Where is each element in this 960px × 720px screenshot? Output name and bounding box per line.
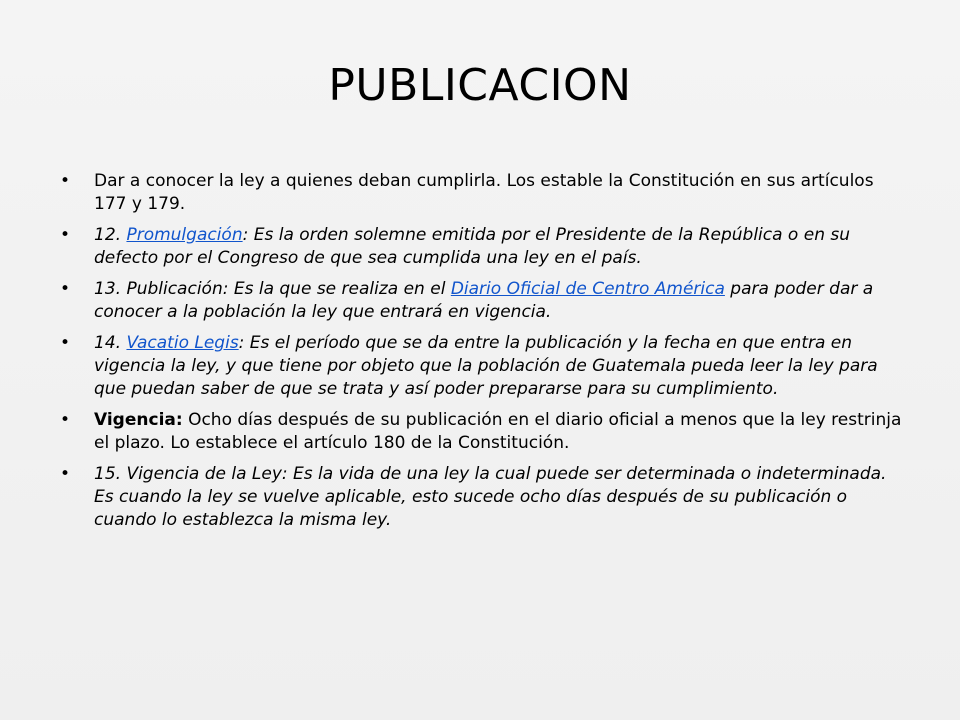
bullet-item-1 (58, 170, 908, 216)
diario-oficial-link[interactable]: Diario Oficial de Centro América (450, 279, 725, 299)
bullet-item-6 (58, 463, 908, 532)
bullet-bold-label: Vigencia: (94, 410, 183, 430)
bullet-text: Ocho días después de su publicación en el diario oficial a menos que la ley restrinja el plazo. Lo establece el artículo 180 de la Constitución. (94, 410, 902, 453)
vacatio-legis-link[interactable]: Vacatio Legis (126, 333, 239, 353)
bullet-dot-icon: • (60, 279, 71, 299)
slide-title: PUBLICACION (328, 60, 632, 111)
bullet-prefix: 12. (94, 225, 127, 245)
bullet-dot-icon: • (60, 333, 71, 353)
bullet-list (58, 170, 908, 540)
bullet-suffix: para poder dar a conocer a la población la ley que entrará en vigencia. (94, 279, 874, 322)
bullet-text: Dar a conocer la ley a quienes deban cumplirla. Los estable la Constitución en sus artículos 177 y 179. (94, 171, 874, 214)
bullet-prefix: 14. (94, 333, 127, 353)
bullet-text: 15. Vigencia de la Ley: Es la vida de una ley la cual puede ser determinada o indeterminada. Es cuando la ley se vuelve aplicable, esto sucede ocho días después de su publicación o cuando lo establezca la misma ley. (94, 464, 887, 530)
bullet-suffix: : Es el período que se da entre la publicación y la fecha en que entra en vigencia la ley, y que tiene por objeto que la población de Guatemala pueda leer la ley para que puedan saber de que se trata y así poder prepararse para su cumplimiento. (94, 333, 878, 399)
bullet-item-4 (58, 332, 908, 401)
promulgacion-link[interactable]: Promulgación (126, 225, 243, 245)
bullet-prefix: 13. Publicación: Es la que se realiza en el (94, 279, 451, 299)
bullet-item-3 (58, 278, 908, 324)
bullet-dot-icon: • (60, 225, 71, 245)
bullet-suffix: : Es la orden solemne emitida por el Presidente de la República o en su defecto por el Congreso de que sea cumplida una ley en el país. (94, 225, 851, 268)
bullet-item-5 (58, 409, 908, 455)
bullet-dot-icon: • (60, 171, 71, 191)
bullet-dot-icon: • (60, 464, 71, 484)
bullet-item-2 (58, 224, 908, 270)
bullet-dot-icon: • (60, 410, 71, 430)
